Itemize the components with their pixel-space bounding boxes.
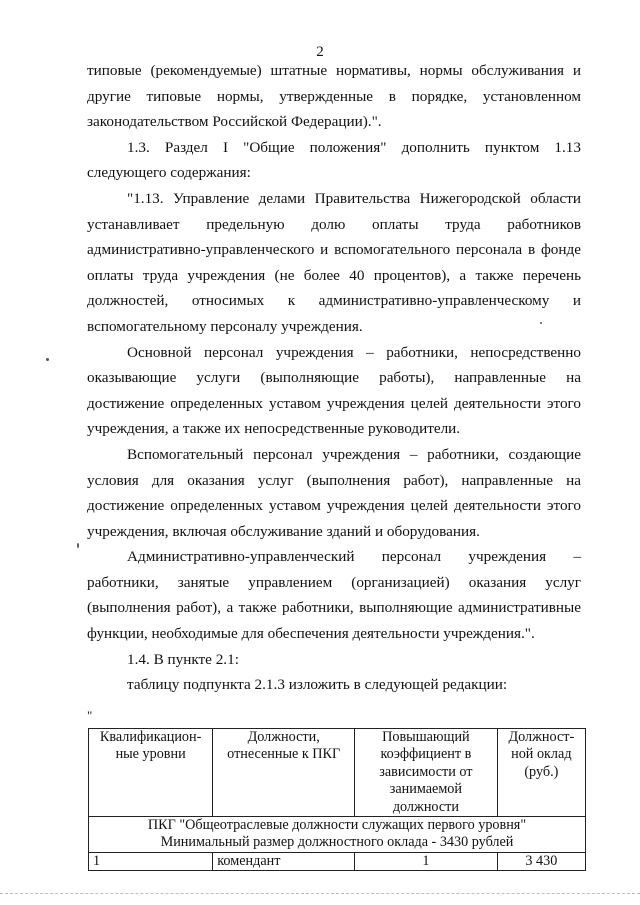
text-line: Вспомогательный персонал учреждения – работники, создающие bbox=[127, 445, 581, 463]
paragraph-1-13 bbox=[87, 186, 581, 340]
header-positions: Должности, отнесенные к ПКГ bbox=[213, 729, 355, 817]
scan-edge-noise bbox=[0, 893, 640, 898]
header-qualification-levels: Квалификацион-ные уровни bbox=[89, 729, 213, 817]
text-line: оказывающие услуги (выполняющие работы), направленные на bbox=[87, 369, 581, 387]
text-line: достижение определенных уставом учреждения целей деятельности этого bbox=[87, 497, 581, 515]
text-line: учреждения, а также их непосредственные руководители. bbox=[87, 420, 461, 438]
paragraph-1-3 bbox=[87, 135, 581, 186]
paragraph-1-4 bbox=[87, 647, 581, 673]
text-line: 1.3. Раздел I "Общие положения" дополнить пунктом 1.13 bbox=[127, 138, 581, 156]
scan-speck bbox=[46, 358, 49, 361]
text-line: учреждения, включая обслуживание зданий и оборудования. bbox=[87, 522, 480, 540]
text-line: 1.4. В пункте 2.1: bbox=[127, 650, 239, 668]
text-line: (выполнения работ), а также работники, выполняющие административные bbox=[87, 599, 581, 617]
table-group-row bbox=[89, 817, 586, 853]
paragraph-main-staff bbox=[87, 340, 581, 442]
group-title: ПКГ "Общеотраслевые должности служащих первого уровня" bbox=[147, 817, 527, 834]
salary-table bbox=[88, 728, 586, 871]
text-line: другие типовые нормы, утвержденные в порядке, установленном bbox=[87, 87, 581, 105]
text-line: достижение определенных уставом учреждения целей деятельности этого bbox=[87, 394, 581, 412]
text-line: устанавливает предельную долю оплаты труда работников bbox=[87, 215, 581, 233]
text-line: законодательством Российской Федерации).". bbox=[87, 113, 382, 131]
header-salary: Должност-ной оклад (руб.) bbox=[497, 729, 585, 817]
group-subtitle: Минимальный размер должностного оклада - 3430 рублей bbox=[160, 834, 514, 851]
text-line: условия для оказания услуг (выполнения работ), направленные на bbox=[87, 471, 581, 489]
text-line: Административно-управленческий персонал учреждения – bbox=[127, 548, 581, 566]
group-cell bbox=[89, 817, 586, 853]
page-number: 2 bbox=[316, 44, 324, 60]
cell-position: комендант bbox=[213, 852, 355, 870]
text-line: "1.13. Управление делами Правительства Нижегородской области bbox=[127, 189, 581, 207]
text-line: оплаты труда учреждения (не более 40 процентов), а также перечень bbox=[87, 266, 581, 284]
text-line: таблицу подпункта 2.1.3 изложить в следующей редакции: bbox=[127, 676, 508, 694]
text-line: типовые (рекомендуемые) штатные нормативы, нормы обслуживания и bbox=[87, 62, 581, 79]
header-coefficient: Повышающий коэффициент в зависимости от занимаемой должности bbox=[355, 729, 498, 817]
paragraph-table-intro bbox=[87, 672, 581, 698]
table-header-row bbox=[89, 729, 586, 817]
text-line: должностей, относимых к административно-управленческому и bbox=[87, 292, 581, 310]
table-row bbox=[89, 852, 586, 870]
paragraph-continuation bbox=[87, 58, 581, 135]
text-line: вспомогательному персоналу учреждения. bbox=[87, 317, 363, 335]
text-line: следующего содержания: bbox=[87, 164, 251, 182]
cell-level: 1 bbox=[89, 852, 213, 870]
body-text bbox=[87, 58, 581, 698]
paragraph-support-staff bbox=[87, 442, 581, 544]
text-line: функции, необходимые для обеспечения деятельности учреждения.". bbox=[87, 625, 535, 643]
cell-coefficient: 1 bbox=[355, 852, 498, 870]
text-line: работники, занятые управлением (организацией) оказания услуг bbox=[87, 573, 581, 591]
paragraph-admin-staff bbox=[87, 544, 581, 646]
text-line: Основной персонал учреждения – работники, непосредственно bbox=[127, 343, 581, 361]
text-line: административно-управленческого и вспомогательного персонала в фонде bbox=[87, 241, 581, 259]
cell-salary: 3 430 bbox=[497, 852, 585, 870]
scan-speck bbox=[540, 322, 542, 324]
quote-mark: " bbox=[87, 708, 93, 723]
scan-speck bbox=[77, 543, 79, 548]
